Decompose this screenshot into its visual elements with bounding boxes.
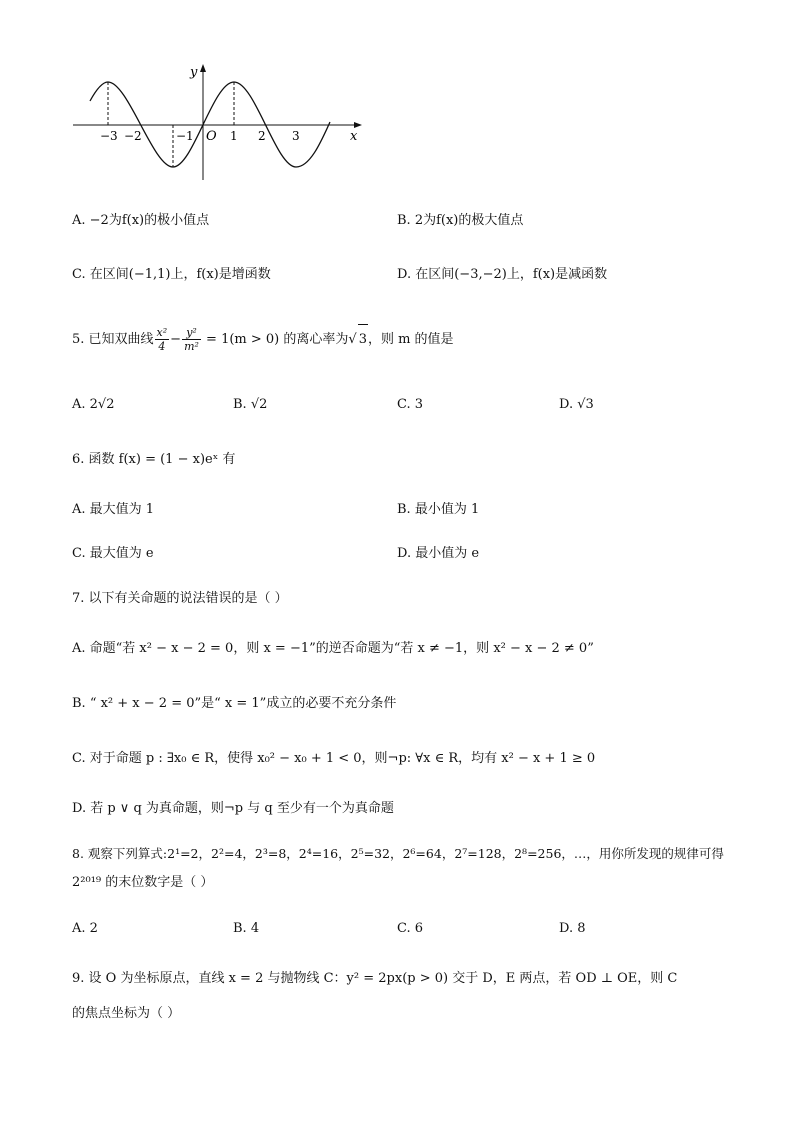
q8-option-b: B. 4 bbox=[233, 921, 260, 936]
q5-mid: 的离心率为 bbox=[279, 332, 349, 347]
q8-option-d: D. 8 bbox=[559, 921, 586, 936]
q8-stem-line2: 2²⁰¹⁹ 的末位数字是（ ） bbox=[72, 875, 214, 890]
x-axis-label: x bbox=[350, 129, 358, 144]
tick-label-3: 3 bbox=[292, 129, 300, 143]
q4-option-a: A. −2为f(x)的极小值点 bbox=[72, 213, 210, 228]
q5-sqrt3: 3 bbox=[358, 324, 368, 355]
q5-frac-y-den: m² bbox=[184, 340, 199, 353]
q7-option-d: D. 若 p ∨ q 为真命题，则¬p 与 q 至少有一个为真命题 bbox=[72, 801, 394, 816]
q8-stem-line1: 8. 观察下列算式:2¹=2，2²=4，2³=8，2⁴=16，2⁵=32，2⁶=64，2⁷=128，2⁸=256，…，用你所发现的规律可得 bbox=[72, 846, 724, 861]
q5-prefix: 5. 已知双曲线 bbox=[72, 332, 154, 347]
origin-label: O bbox=[206, 129, 217, 144]
tick-label-2: 2 bbox=[258, 129, 266, 143]
q7-option-b: B. “ x² + x − 2 = 0”是“ x = 1”成立的必要不充分条件 bbox=[72, 696, 397, 711]
q8-option-c: C. 6 bbox=[397, 921, 424, 936]
q9-stem-line1: 9. 设 O 为坐标原点，直线 x = 2 与抛物线 C：y² = 2px(p > 0) 交于 D，E 两点，若 OD ⊥ OE，则 C bbox=[72, 971, 678, 986]
q7-option-c: C. 对于命题 p : ∃x₀ ∈ R，使得 x₀² − x₀ + 1 < 0，则¬p: ∀x ∈ R，均有 x² − x + 1 ≥ 0 bbox=[72, 751, 596, 766]
y-axis-arrow-icon bbox=[200, 64, 206, 72]
q5-stem: 5. 已知双曲线 $\frac{\text{x²}}{4}$ − $\frac{\text{y²}}{\text{m²}}$ = 1(m > 0) 的离心率为√ 3，则 m 的值是 bbox=[72, 326, 454, 353]
q5-frac-x-num: x² bbox=[156, 326, 168, 339]
q5-suffix: ，则 m 的值是 bbox=[367, 332, 454, 347]
q7-option-a: A. 命题“若 x² − x − 2 = 0，则 x = −1”的逆否命题为“若 x ≠ −1，则 x² − x − 2 ≠ 0” bbox=[72, 641, 594, 656]
tick-label-neg3: −3 bbox=[100, 129, 118, 143]
q5-rhs: = 1(m > 0) bbox=[201, 332, 280, 347]
sine-graph bbox=[68, 62, 368, 182]
q4-option-c: C. 在区间(−1,1)上，f(x)是增函数 bbox=[72, 267, 271, 282]
y-axis-label: y bbox=[190, 65, 198, 80]
q8-option-a: A. 2 bbox=[72, 921, 98, 936]
tick-label-1: 1 bbox=[230, 129, 238, 143]
q5-option-b: B. √2 bbox=[233, 397, 268, 412]
q5-option-a: A. 2√2 bbox=[72, 397, 115, 412]
q6-option-a: A. 最大值为 1 bbox=[72, 502, 155, 517]
q9-stem-line2: 的焦点坐标为（ ） bbox=[72, 1006, 181, 1021]
q6-option-b: B. 最小值为 1 bbox=[397, 502, 480, 517]
q5-fraction-x bbox=[155, 326, 170, 353]
q5-fraction-y bbox=[182, 326, 201, 353]
q6-option-c: C. 最大值为 e bbox=[72, 546, 154, 561]
q5-option-c: C. 3 bbox=[397, 397, 424, 412]
q4-option-b: B. 2为f(x)的极大值点 bbox=[397, 213, 524, 228]
q6-stem: 6. 函数 f(x) = (1 − x)eˣ 有 bbox=[72, 452, 236, 467]
q6-option-d: D. 最小值为 e bbox=[397, 546, 480, 561]
q7-stem: 7. 以下有关命题的说法错误的是（ ） bbox=[72, 591, 288, 606]
q5-option-d: D. √3 bbox=[559, 397, 594, 412]
tick-label-neg1: −1 bbox=[176, 129, 194, 143]
q5-frac-x-den: 4 bbox=[158, 340, 166, 353]
x-axis-arrow-icon bbox=[354, 122, 362, 128]
q5-frac-y-num: y² bbox=[182, 326, 201, 340]
tick-label-neg2: −2 bbox=[124, 129, 142, 143]
q4-option-d: D. 在区间(−3,−2)上，f(x)是减函数 bbox=[397, 267, 608, 282]
